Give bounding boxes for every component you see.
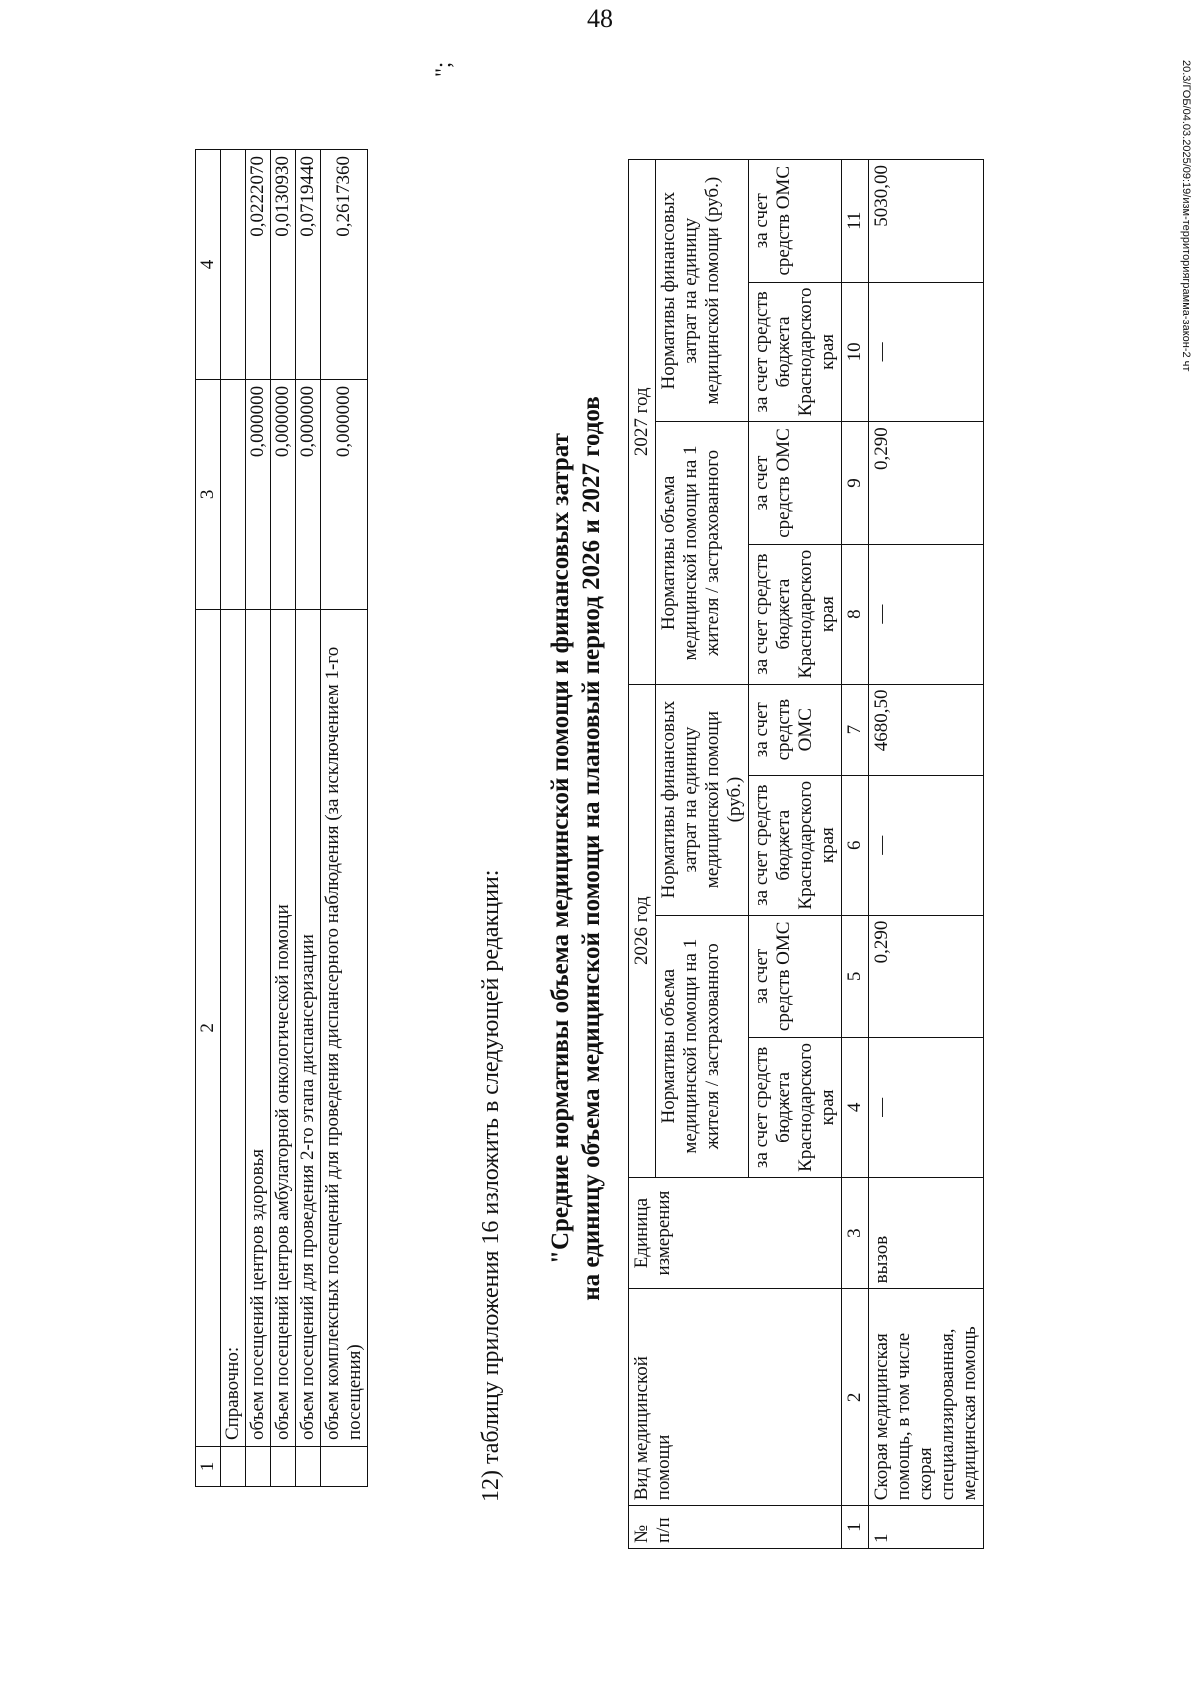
header-fin-2027: Нормативы финансовых затрат на единицу медицинской помощи (руб.) bbox=[656, 160, 749, 422]
row-unit: вызов bbox=[869, 1177, 984, 1289]
col-number: 10 bbox=[842, 282, 869, 422]
table-row bbox=[296, 150, 321, 1487]
row-value-3: 0,000000 bbox=[271, 379, 296, 609]
table-row bbox=[271, 150, 296, 1487]
row-value: 4680,50 bbox=[869, 684, 984, 775]
row-value-3: 0,000000 bbox=[321, 379, 368, 609]
footer-stamp: 20.3/ГОБ/04.03.2025/09:19/изм-территорияграмма-закон-2 чт bbox=[1180, 60, 1192, 372]
empty-cell bbox=[221, 1447, 246, 1487]
row-value-4: 0,0719440 bbox=[296, 150, 321, 380]
header-cell: 3 bbox=[196, 379, 221, 609]
row-name: объем посещений центров амбулаторной онкологической помощи bbox=[271, 609, 296, 1446]
col-number: 5 bbox=[842, 915, 869, 1037]
title-line-1: "Средние нормативы объема медицинской помощи и финансовых затрат bbox=[547, 433, 574, 1264]
header-unit: Единица измерения bbox=[629, 1177, 842, 1289]
table-header-row bbox=[196, 150, 221, 1487]
col-number: 9 bbox=[842, 422, 869, 544]
header-num: № п/п bbox=[629, 1506, 842, 1549]
col-number: 3 bbox=[842, 1177, 869, 1289]
col-number: 1 bbox=[842, 1506, 869, 1549]
row-value: 0,290 bbox=[869, 422, 984, 544]
header-oms: за счет средств ОМС bbox=[749, 160, 842, 283]
row-value-4: 0,0130930 bbox=[271, 150, 296, 380]
row-name: объем посещений для проведения 2-го этапа диспансеризации bbox=[296, 609, 321, 1446]
empty-cell bbox=[271, 1447, 296, 1487]
col-number: 2 bbox=[842, 1289, 869, 1506]
row-value-4: 0,0222070 bbox=[246, 150, 271, 380]
row-value: — bbox=[869, 775, 984, 915]
header-oms: за счет средств ОМС bbox=[749, 915, 842, 1037]
header-oms: за счет средств ОМС bbox=[749, 422, 842, 544]
header-kind: Вид медицинской помощи bbox=[629, 1289, 842, 1506]
title-line-2: на единицу объема медицинской помощи на плановый период 2026 и 2027 годов bbox=[578, 396, 605, 1301]
empty-cell bbox=[296, 1447, 321, 1487]
header-cell: 4 bbox=[196, 150, 221, 380]
col-number: 4 bbox=[842, 1038, 869, 1178]
table-title bbox=[545, 100, 607, 1597]
header-budget: за счет средств бюджета Краснодарского края bbox=[749, 775, 842, 915]
column-number-row bbox=[842, 160, 869, 1549]
table-row bbox=[221, 150, 246, 1487]
row-value: 0,290 bbox=[869, 915, 984, 1037]
table-row bbox=[246, 150, 271, 1487]
header-budget: за счет средств бюджета Краснодарского края bbox=[749, 282, 842, 422]
row-value-4: 0,2617360 bbox=[321, 150, 368, 380]
header-year-2027: 2027 год bbox=[629, 160, 656, 685]
row-num: 1 bbox=[869, 1506, 984, 1549]
row-value: — bbox=[869, 1038, 984, 1178]
row-kind: Скорая медицинская помощь, в том числе скорая специализированная, медицинская помощь bbox=[869, 1289, 984, 1506]
page-number: 48 bbox=[587, 4, 613, 33]
col-number: 7 bbox=[842, 684, 869, 775]
header-oms: за счет средств ОМС bbox=[749, 684, 842, 775]
empty-cell bbox=[246, 1447, 271, 1487]
closing-quote: "; bbox=[430, 61, 455, 77]
header-row-years bbox=[629, 160, 656, 1549]
amendment-intro: 12) таблицу приложения 16 изложить в следующей редакции: bbox=[478, 869, 504, 1502]
col-number: 8 bbox=[842, 544, 869, 684]
row-value-3: 0,000000 bbox=[296, 379, 321, 609]
header-volume-2027: Нормативы объема медицинской помощи на 1 жителя / застрахованного bbox=[656, 422, 749, 684]
reference-table bbox=[195, 149, 368, 1487]
header-year-2026: 2026 год bbox=[629, 684, 656, 1177]
row-name: объем комплексных посещений для проведения диспансерного наблюдения (за исключением 1-го посещения) bbox=[321, 609, 368, 1446]
row-name: объем посещений центров здоровья bbox=[246, 609, 271, 1446]
empty-cell bbox=[321, 1447, 368, 1487]
norms-table bbox=[628, 159, 984, 1549]
row-value: 5030,00 bbox=[869, 160, 984, 283]
empty-cell bbox=[221, 379, 246, 609]
table-row bbox=[869, 160, 984, 1549]
row-value: — bbox=[869, 282, 984, 422]
col-number: 11 bbox=[842, 160, 869, 283]
empty-cell bbox=[221, 150, 246, 380]
header-volume-2026: Нормативы объема медицинской помощи на 1 жителя / застрахованного bbox=[656, 915, 749, 1177]
header-cell: 1 bbox=[196, 1447, 221, 1487]
header-cell: 2 bbox=[196, 609, 221, 1446]
col-number: 6 bbox=[842, 775, 869, 915]
header-budget: за счет средств бюджета Краснодарского края bbox=[749, 544, 842, 684]
header-fin-2026: Нормативы финансовых затрат на единицу медицинской помощи (руб.) bbox=[656, 684, 749, 915]
reference-label: Справочно: bbox=[221, 609, 246, 1446]
table-row bbox=[321, 150, 368, 1487]
row-value-3: 0,000000 bbox=[246, 379, 271, 609]
header-budget: за счет средств бюджета Краснодарского края bbox=[749, 1038, 842, 1178]
row-value: — bbox=[869, 544, 984, 684]
